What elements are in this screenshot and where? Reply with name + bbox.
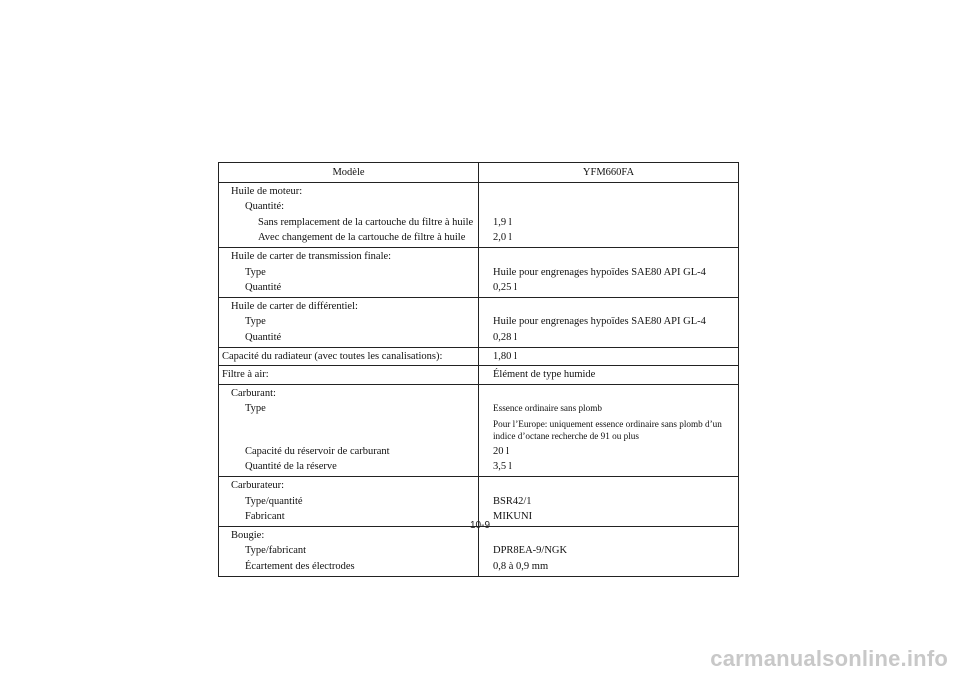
spec-label: Quantité [245,331,282,343]
spec-value: 0,28 l [493,331,517,343]
spec-value: 1,9 l [493,216,512,228]
spec-value-cell [479,215,739,231]
spec-label-cell [219,265,479,281]
spec-value: MIKUNI [493,511,533,523]
spec-label-cell [219,230,479,247]
spec-label: Fabricant [245,511,285,523]
spec-label-cell [219,559,479,576]
spec-label-cell [219,459,479,476]
spec-value-cell [479,280,739,297]
spec-label-cell [219,280,479,297]
spec-value-cell [479,330,739,347]
spec-value-cell [479,297,739,314]
spec-value: 2,0 l [493,232,512,244]
spec-group [219,297,739,347]
spec-label: Sans remplacement de la cartouche du filtre à huile [258,216,474,228]
spec-group [219,477,739,527]
spec-value-cell [479,366,739,385]
table-row [219,280,739,297]
table-row [219,215,739,231]
spec-value-cell [479,247,739,264]
spec-value: Huile pour engrenages hypoïdes SAE80 API GL-4 [493,266,706,278]
model-value-header: YFM660FA [479,163,739,183]
table-row [219,494,739,510]
spec-label: Capacité du réservoir de carburant [245,445,390,457]
spec-label: Huile de moteur: [231,185,303,197]
spec-group [219,526,739,576]
spec-value: Élément de type humide [493,369,596,381]
model-label-header: Modèle [219,163,479,183]
table-row [219,347,739,366]
spec-group [219,384,739,476]
page-number: 10-9 [469,520,490,531]
spec-label: Type/fabricant [245,545,307,557]
spec-value: BSR42/1 [493,495,532,507]
table-row [219,543,739,559]
spec-value: 1,80 l [493,350,517,362]
spec-group [219,182,739,247]
spec-label: Type [245,266,266,278]
table-row [219,330,739,347]
spec-label-cell [219,297,479,314]
table-row [219,182,739,199]
spec-label-cell [219,477,479,494]
spec-label-cell [219,215,479,231]
spec-label: Type/quantité [245,495,303,507]
spec-label: Quantité [245,282,282,294]
spec-value-cell [479,314,739,330]
spec-value: 20 l [493,445,510,457]
spec-label: Filtre à air: [222,369,269,381]
spec-group [219,366,739,385]
spec-value-cell [479,477,739,494]
spec-label-cell [219,347,479,366]
spec-label: Huile de carter de transmission finale: [231,250,392,262]
spec-label: Carburateur: [231,480,285,491]
spec-value-cell [479,444,739,460]
table-row [219,230,739,247]
spec-value-cell [479,559,739,576]
spec-value-cell [479,459,739,476]
table-row [219,265,739,281]
spec-value-cell [479,401,739,444]
spec-label: Écartement des électrodes [245,560,355,572]
table-row [219,247,739,264]
spec-value-cell [479,543,739,559]
spec-label: Quantité: [245,201,285,213]
spec-group [219,347,739,366]
table-row [219,477,739,494]
spec-value: 0,25 l [493,282,517,294]
spec-value-cell [479,182,739,199]
table-row [219,366,739,385]
spec-value: 3,5 l [493,461,512,473]
table-row [219,559,739,576]
spec-label-cell [219,182,479,199]
spec-label-cell [219,444,479,460]
spec-label-cell [219,330,479,347]
spec-value: Pour l’Europe: uniquement essence ordinaire sans plomb d’un indice d’octane recherche de 91 ou plus [493,418,722,442]
table-row [219,297,739,314]
spec-label: Avec changement de la cartouche de filtre à huile [258,232,466,244]
spec-label: Type [245,403,266,415]
table-row [219,459,739,476]
table-row [219,199,739,215]
spec-label: Quantité de la réserve [245,461,337,473]
spec-label-cell [219,401,479,444]
table-row [219,384,739,401]
spec-label-cell [219,247,479,264]
spec-value: Huile pour engrenages hypoïdes SAE80 API GL-4 [493,316,706,328]
table-row [219,444,739,460]
spec-value: Essence ordinaire sans plomb [493,403,602,414]
spec-label-cell [219,494,479,510]
spec-value: 0,8 à 0,9 mm [493,560,549,572]
spec-label-cell [219,199,479,215]
watermark: carmanualsonline.info [710,646,948,671]
table-row [219,314,739,330]
spec-label: Huile de carter de différentiel: [231,300,358,312]
table-header-row [219,163,739,183]
table-row [219,401,739,444]
spec-label: Bougie: [231,529,265,541]
spec-label-cell [219,366,479,385]
spec-value: DPR8EA-9/NGK [493,545,568,557]
spec-value-cell [479,230,739,247]
spec-value-cell [479,199,739,215]
spec-value-cell [479,265,739,281]
spec-label-cell [219,384,479,401]
spec-label-cell [219,543,479,559]
spec-value-cell [479,494,739,510]
spec-label: Capacité du radiateur (avec toutes les canalisations): [222,350,443,362]
spec-value-cell [479,347,739,366]
specifications-table [218,162,739,577]
spec-label-cell [219,314,479,330]
spec-value-cell [479,384,739,401]
spec-label: Type [245,316,266,328]
spec-label: Carburant: [231,387,276,399]
spec-group [219,247,739,297]
